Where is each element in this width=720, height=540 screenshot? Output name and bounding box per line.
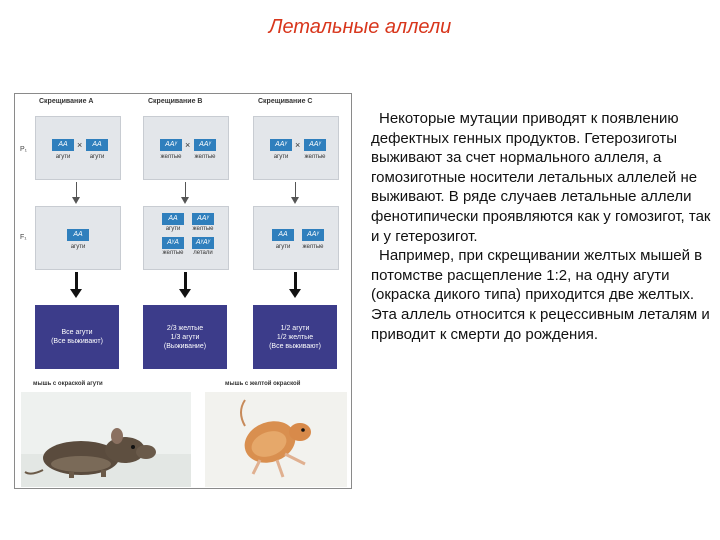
p1-box-c	[253, 116, 339, 180]
genotype-cell: AAʸ	[160, 139, 182, 151]
result-box-a	[35, 305, 119, 369]
f1-box-a	[35, 206, 121, 270]
phenotype-label: агути	[55, 154, 71, 160]
result-line: (Все выживают)	[269, 342, 321, 350]
phenotype-label: желтые	[160, 154, 182, 160]
f1-box-b	[143, 206, 229, 270]
genotype-cell: AA	[86, 139, 108, 151]
genotype-cell: AAʸ	[270, 139, 292, 151]
slide-title: Летальные аллели	[268, 16, 452, 38]
phenotype-label: желтые	[304, 154, 326, 160]
down-arrow	[294, 272, 297, 292]
phenotype-label: желтые	[192, 226, 214, 232]
cross-sign: ×	[77, 140, 83, 150]
result-line: 1/2 желтые	[276, 333, 314, 341]
agouti-mouse-image	[21, 392, 191, 487]
result-line: 1/3 агути	[170, 333, 200, 341]
genotype-cell: AAʸ	[192, 213, 214, 225]
result-box-c	[253, 305, 337, 369]
phenotype-label: агути	[275, 244, 291, 250]
caption-yellow-mouse: мышь с желтой окраской	[225, 381, 301, 387]
result-line: 2/3 желтые	[166, 324, 204, 332]
genotype-cell: AA	[272, 229, 294, 241]
body-text	[371, 109, 711, 344]
genotype-cell: AA	[67, 229, 89, 241]
phenotype-label: желтые	[302, 244, 324, 250]
column-header-a: Скрещивание A	[39, 98, 94, 105]
cross-sign: ×	[185, 140, 191, 150]
genotype-cell: AʸAʸ	[192, 237, 214, 249]
genotype-cell: AʸA	[162, 237, 184, 249]
down-arrow	[184, 272, 187, 292]
phenotype-label: летали	[193, 250, 213, 256]
genotype-cell: AAʸ	[304, 139, 326, 151]
genotype-cell: AA	[52, 139, 74, 151]
phenotype-label: агути	[273, 154, 289, 160]
genotype-cell: AAʸ	[302, 229, 324, 241]
p1-box-a	[35, 116, 121, 180]
down-arrow	[76, 182, 77, 198]
yellow-mouse-image	[205, 392, 347, 487]
down-arrow	[295, 182, 296, 198]
down-arrow	[185, 182, 186, 198]
paragraph: Некоторые мутации приводят к появлению дефектных генных продуктов. Гетерозиготы выживают за счет нормального аллеля, а гомозиготные носители летальных аллелей не выживают. В ряде случаев летальные аллели фенотипически проявляются как у гомозигот, так и у гетерозигот.	[371, 110, 711, 245]
genotype-cell: AAʸ	[194, 139, 216, 151]
result-line: (Выживание)	[163, 342, 207, 350]
result-box-b	[143, 305, 227, 369]
phenotype-label: агути	[70, 244, 86, 250]
phenotype-label: агути	[89, 154, 105, 160]
phenotype-label: желтые	[162, 250, 184, 256]
column-header-b: Скрещивание B	[148, 98, 203, 105]
p1-box-b	[143, 116, 229, 180]
cross-sign: ×	[295, 140, 301, 150]
result-line: Все агути	[61, 329, 93, 336]
result-line: 1/2 агути	[280, 324, 310, 332]
column-header-c: Скрещивание C	[258, 98, 313, 105]
caption-agouti-mouse: мышь с окраской агути	[33, 381, 103, 387]
phenotype-label: агути	[165, 226, 181, 232]
genotype-cell: AA	[162, 213, 184, 225]
result-line: (Все выживают)	[51, 338, 103, 345]
paragraph: Например, при скрещивании желтых мышей в потомстве расщепление 1:2, на одну агути (окраска дикого типа) приходится две желтых. Эта аллель относится к рецессивным леталям и приводит к смерти до рождения.	[371, 247, 710, 343]
generation-label-p1: P₁	[20, 146, 28, 153]
phenotype-label: желтые	[194, 154, 216, 160]
cross-diagram-figure	[14, 93, 352, 489]
down-arrow	[75, 272, 78, 292]
f1-box-c	[253, 206, 339, 270]
generation-label-f1: F₁	[20, 234, 27, 241]
